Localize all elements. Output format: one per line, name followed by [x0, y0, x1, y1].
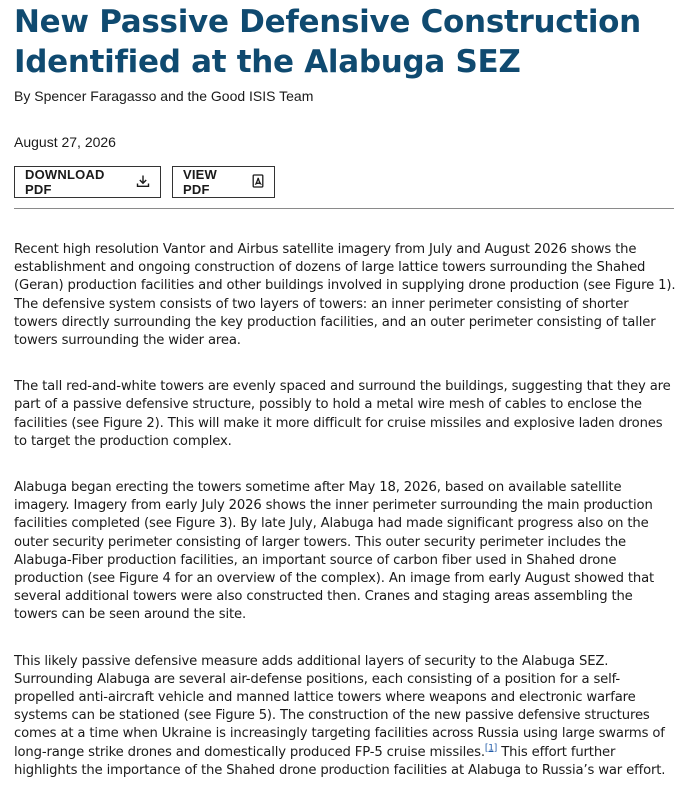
- footnote-link-1[interactable]: [1]: [484, 743, 498, 754]
- download-icon: [130, 174, 150, 191]
- paragraph-4-text: This likely passive defensive measure adds additional layers of security to the Alabuga SEZ. Surrounding Alabuga are several air-defense positions, each consisting of a position for a self-propelled anti-aircraft vehicle and manned lattice towers where weapons and electronic warfare systems can be stationed (see Figure 5). The construction of the new passive defensive structures comes at a time when Ukraine is increasingly targeting facilities across Russia using large swarms of long-range strike drones and domestically produced FP-5 cruise missiles.: [14, 653, 665, 760]
- paragraph-1: Recent high resolution Vantor and Airbus satellite imagery from July and August 2026 shows the establishment and ongoing construction of dozens of large lattice towers surrounding the Shahed (Geran) production facilities and other buildings involved in supplying drone production (see Figure 1). The defensive system consists of two layers of towers: an inner perimeter consisting of shorter towers directly surrounding the key production facilities, and an outer perimeter consisting of taller towers surrounding the wider area.: [14, 242, 676, 349]
- view-pdf-label: VIEW PDF: [183, 167, 218, 197]
- paragraph-3: Alabuga began erecting the towers sometime after May 18, 2026, based on available satellite imagery. Imagery from early July 2026 shows the inner perimeter surrounding the main production facilities completed (see Figure 3). By late July, Alabuga had made significant progress also on the outer security perimeter consisting of larger towers. This outer security perimeter includes the Alabuga-Fiber production facilities, an important source of carbon fiber used in Shahed drone production (see Figure 4 for an overview of the complex). An image from early August showed that several additional towers were also constructed then. Cranes and staging areas assembling the towers can be seen around the site.: [14, 480, 655, 623]
- article-body: [14, 241, 676, 808]
- view-pdf-button[interactable]: [172, 166, 275, 198]
- download-pdf-label: DOWNLOAD PDF: [25, 167, 105, 197]
- paragraph-2: The tall red-and-white towers are evenly spaced and surround the buildings, suggesting that they are part of a passive defensive structure, possibly to hold a metal wire mesh of cables to enclose the facilities (see Figure 2). This will make it more difficult for cruise missiles and explosive laden drones to target the production complex.: [14, 379, 671, 449]
- article-byline: By Spencer Faragasso and the Good ISIS Team: [14, 88, 314, 104]
- pdf-file-icon: [246, 174, 264, 191]
- download-pdf-button[interactable]: [14, 166, 161, 198]
- header-divider: [14, 208, 674, 209]
- article-title: New Passive Defensive Construction Identified at the Alabuga SEZ: [14, 4, 641, 80]
- article-date: August 27, 2026: [14, 134, 116, 150]
- paragraph-4-text-end: This effort further highlights the importance of the Shahed drone production facilities at Alabuga to Russia’s war effort.: [14, 744, 666, 778]
- paragraph-4: [14, 653, 676, 780]
